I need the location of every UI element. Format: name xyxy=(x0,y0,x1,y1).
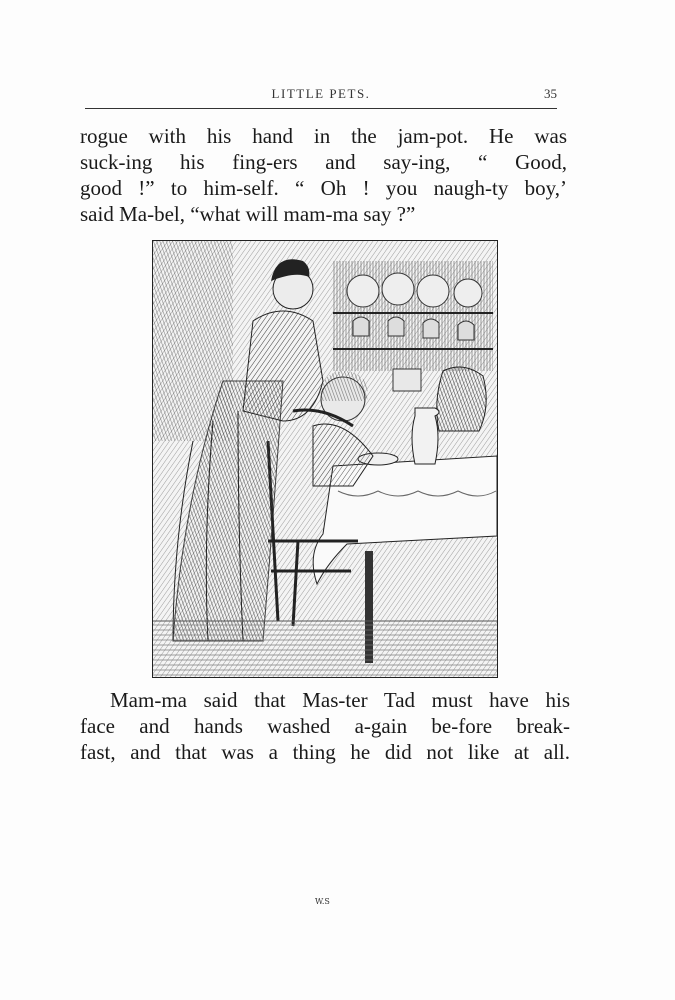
running-title: LITTLE PETS. xyxy=(271,86,371,101)
text-line: said Ma-bel, “what will mam-ma say ?” xyxy=(80,202,416,226)
text-line: rogue with his hand in the jam-pot. He was xyxy=(80,124,567,148)
engraving-drawing xyxy=(153,241,497,677)
paragraph-continuation xyxy=(80,123,567,227)
text-line: suck-ing his fing-ers and say-ing, “ Good, xyxy=(80,150,567,174)
text-line: face and hands washed a-gain be-fore break- xyxy=(80,714,570,738)
text-line: good !” to him-self. “ Oh ! you naugh-ty boy,’ xyxy=(80,176,567,200)
paragraph xyxy=(80,687,570,765)
text-line: fast, and that was a thing he did not like at all. xyxy=(80,740,570,764)
running-head xyxy=(85,86,557,109)
artist-signature: W.S xyxy=(315,897,330,906)
text-line: Mam-ma said that Mas-ter Tad must have his xyxy=(110,688,570,712)
page-number: 35 xyxy=(544,86,557,101)
